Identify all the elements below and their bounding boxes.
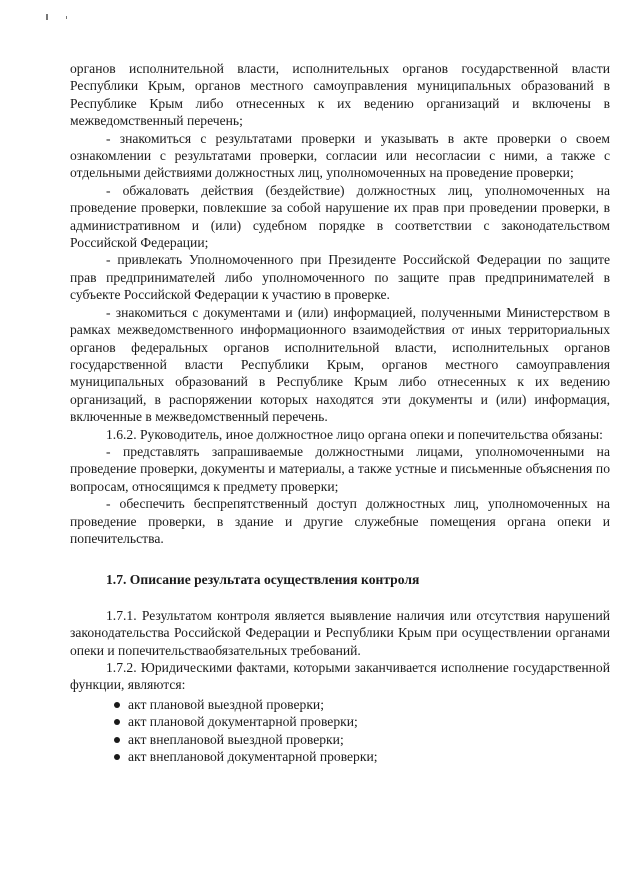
list-item: акт внеплановой документарной проверки; [114,748,610,765]
paragraph-duty-provide-documents: - представлять запрашиваемые должностными лицами, уполномоченными на проведение проверки, документы и материалы, а также устные и письменные объяснения по вопросам, относящимся к предмету проверки; [70,443,610,494]
paragraph-1-6-2: 1.6.2. Руководитель, иное должностное лицо органа опеки и попечительства обязаны: [106,426,603,442]
list-item: акт внеплановой выездной проверки; [114,731,610,748]
list-item: акт плановой документарной проверки; [114,713,610,730]
paragraph-duty-ensure-access: - обеспечить беспрепятственный доступ должностных лиц, уполномоченных на проведение проверки, в здание и другие служебные помещения органа опеки и попечительства. [70,496,610,546]
acts-list [70,696,610,766]
paragraph-1-7-2: 1.7.2. Юридическими фактами, которыми заканчивается исполнение государственной функции, являются: [70,660,610,693]
paragraph-continuation: органов исполнительной власти, исполнительных органов государственной власти Республики Крым, органов местного самоуправления муниципальных образований в Республике Крым либо отнесенных к их ведению организаций и включены в межведомственный перечень; [70,61,610,129]
list-item: акт плановой выездной проверки; [114,696,610,713]
paragraph-right-familiarize-documents: - знакомиться с документами и (или) информацией, полученными Министерством в рамках межведомственного информационного взаимодействия от иных территориальных органов федеральных органов исполнительной власти, исполнительных органов государственной власти Республики Крым, органов местного самоуправления муниципальных образований в Республике Крым либо отнесенных к их ведению организаций, в распоряжении которых находятся эти документы и (или) информация, включенные в межведомственный перечень. [70,304,610,425]
section-heading-1-7: 1.7. Описание результата осуществления контроля [106,572,420,588]
paragraph-right-familiarize-results: - знакомиться с результатами проверки и указывать в акте проверки о своем ознакомлении с результатами проверки, согласии или несогласии с ними, а также с отдельными действиями должностных лиц, уполномоченных на проведение проверки; [70,130,610,181]
paragraph-1-7-1: 1.7.1. Результатом контроля является выявление наличия или отсутствия нарушений законодательства Российской Федерации и Республики Крым при осуществлении органами опеки и попечительстваобязательных требований. [70,607,610,658]
document-page [70,60,610,765]
paragraph-right-appeal: - обжаловать действия (бездействие) должностных лиц, уполномоченных на проведение проверки, повлекшие за собой нарушение их прав при проведении проверки, в административном и (или) судебном порядке в соответствии с законодательством Российской Федерации; [70,182,610,251]
paragraph-right-ombudsman: - привлекать Уполномоченного при Президенте Российской Федерации по защите прав предпринимателей либо уполномоченного по защите прав предпринимателей в субъекте Российской Федерации к участию в проверке. [70,252,610,303]
